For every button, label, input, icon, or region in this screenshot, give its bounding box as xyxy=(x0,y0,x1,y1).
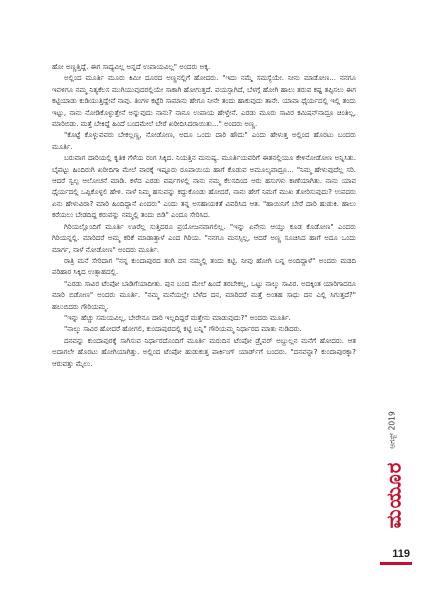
article-paragraph: ದನವನ್ನು ಕುಂದಾಪುರಕ್ಕೆ ಸಾಗಿಸುವ ನಿರ್ಧಾರದೊಂದಿಗೆ ಮೂರ್ತಿ ಮರುದಿನ ಟೆಂಪೋ ಡ್ರೈವರ್ ಅಬ್ದುಲ್ಲನ ಮನೆಗೆ ಹೋದರು. ಆತ ಅದಾಗಲೇ ಹೊರಟು ಹೋಗಿಯಾಗಿತ್ತು. ಅಲ್ಲಿಂದ ಟೆಂಪೋ ಹುಡುಕುತ್ತ ಪಾರ್ಕಿಂಗ್ ಯಾರ್ಡ್‌ಗೆ ಬಂದರು. "ದನವನ್ನಾ? ಕುಂದಾಪುರಕ್ಕಾ? ಆರುವತ್ತು ಮೈಲು. xyxy=(52,336,356,368)
article-paragraph: "ನಾಲ್ಕು ಸಾವಿರ ಹೋದರೆ ಹೋಗಲಿ, ಕುಂದಾಪುರದಲ್ಲಿ ಕಟ್ಟಿ ಬನ್ನಿ" ಗೌರಿಯಮ್ಮ ನಿರ್ಧಾರದ ಮಾತು ನುಡಿದರು. xyxy=(64,325,302,334)
article-paragraph: ಗಿರಿಯಲ್ಲೊಂದಿಗೆ ಮೂರ್ತಿ ಊರೆಲ್ಲ ಸುತ್ತಿದರೂ ಪ್ರಯೋಜನವಾಗಲಿಲ್ಲ. "ಇನ್ನು ಏನೇನು ಆಯ್ತು ಕೂಡ ಕೊಡೋಣ" ಎಂದರು ಗಿರಿಯನ್ನಲ್ಲಿ. ಮಾರಿದರೆ ಅಮ್ಮ ಕರಿಕೆ ಮಾಡಾತ್ತಾಳೆ ಎಂದ ಗಿರಿಯ. "ನನಗೂ ಮನಸ್ಸಿಲ್ಲ, ಆದರೆ ಅಣ್ಣ ಸೂಚಿಸಿದ ಹಾಗೆ ಅದೂ ಒಂದು ಮಾರ್ಗ, ನಾಳೆ ನೋಡೋಣ" ಅಂದರು ಮೂರ್ತಿ. xyxy=(52,222,356,254)
page-number: 119 xyxy=(392,548,410,560)
article-paragraph: ಅಲ್ಲಿಂದ ಮೂರ್ತಿ ಮೂರು ಕಿಮೀ ದೂರದ ಅಣ್ಣನಲ್ಲಿಗೆ ಹೋದರು. "ಇದು ನಮ್ಮೆ ಸಮಸ್ಯೆಯೇ. ನೀನು ಮಾಡೋಣ... ನನಗೂ ಇವಳಿಗೂ ನಮ್ಮ ನಿತ್ಯಕೆಲಸ ಮುಗಿಯುವುದರಲ್ಲಿಯೇ ಸಾಕಾಗಿ ಹೋಗುತ್ತದೆ. ವಯಸ್ಸಾಗಿದೆ, ಬೆಳಗ್ಗೆ ಹೋಗಿ ಹಾಲು ತರುವ ಕಷ್ಟ ತಪ್ಪಿಸಲು ಈಗ ಕಟ್ಟಿಯಾಡು ಕುಡಿಯುತ್ತಿದ್ದೇವೆ ನಾವು. ತಿಂಗಳ ಕಟ್ಟೆರಿ ಸಾಮಾನು ಹೇಗೂ ನೀನೇ ತಂದು ಹಾಕುವುದು ತಾನೇ. ಯಾವಾ ಧೈರ್ಯದಲ್ಲಿ ಇಲ್ಲಿ ತಂದು ಇಟ್ಟು, ನಾನು ನೋಡಿಕೊಳ್ಳುತ್ತೇನೆ ಅನ್ನುವುದು ನಾನು? ನಾನೂ ಉಪಾಯ ಹೇಳ್ತೇನೆ. ಎರಡು ಮೂರು ಸಾವಿರ ಕಮಿಷನ್‌ನಾದ್ರೂ ಚಿಂತಿಲ್ಲ, ಮಾರಿಬಿಡು. ಮತ್ತೆ ಬೇಕಿದ್ದೆ ಹಿಂದೆ ಬಂದಮೇಲೆ ಬೇರೆ ಖರೀದಿಸಿದರಾಯಿತು..." ಅಂದರು ಅಣ್ಣ. xyxy=(52,74,356,129)
article-paragraph: "ಎರಡು ಸಾವಿರ ಟೆಂಪೋ ಬಾಡಿಗೆಯಾದೀತು. ಪುನ ಬಂದ ಮೇಲೆ ಹಿಂದೆ ತರಬೇಕಲ್ಲ, ಒಟ್ಟು ನಾಲ್ಕು ಸಾವಿರ. ಅದಕ್ಕಿಂತ ಯಾರಿಗಾದರೂ ಮಾರಿ ಬಿಡೋಣ" ಅಂದರು ಮೂರ್ತಿ. "ನಮ್ಮ ಮನೆಯಲ್ಲೇ ಬೆಳೆದ ದನ, ಮಾರಿದರೆ ಮತ್ತೆ ಅಂತಹ ಸಾಧು ದನ ಎಲ್ಲಿ ಸಿಗುತ್ತದೆ?" ಹಲುಬಿದರು ಗೌರಿಯಮ್ಮ. xyxy=(52,279,356,311)
article-paragraph: "ಕೊಟ್ಟೆ ಕೊಳ್ಳುವವರು ಬೇಕಲ್ಲಣ್ಣ, ನೋಡೋಣ, ಅದೂ ಒಂದು ದಾರಿ ಹೌದು" ಎಂದು ಹೇಳುತ್ತ ಅಲ್ಲಿಂದ ಹೊರಟು ಬಂದರು ಮೂರ್ತಿ. xyxy=(52,131,356,151)
page-number-underline xyxy=(380,562,412,565)
article-paragraph: ಹೋ ಅಣ್ಣತ್ತಿದ್ದೆ. ಈಗ ಸಾಧ್ಯವಿಲ್ಲ ಅನ್ನದೆ ಉಪಾಯವಿಲ್ಲ" ಅಂದರು ಅಕ್ಕ. xyxy=(52,63,211,71)
magazine-logo xyxy=(378,450,408,540)
article-paragraph: ಬರುವಾಗ ದಾರಿಯಲ್ಲಿ ಕೃತಿಕ ಗೆಳೆಯ ರಂಗ ಸಿಕ್ಕಿದ. ನಿಯತ್ತಿನ ಮನುಷ್ಯ. ಮೂರ್ತಿಯವರಿಗೆ ಈತನಲ್ಲಿಯೂ ಕೇಳಿನೋಡೋಣ ಅನ್ನಿಸಿತು. ಬೈಪಟ್ಟು ಹಿಂದಿರುಗಿ ಖರೀದಿಗಾ ಮೇಲೆ ವಾರಕ್ಕೆ ಇಷ್ಟೂರು ರೂಪಾಯಿಯ ಹಾಗೆ ಕೊಡುವ ಅಮೂಲ್ಯವಾದ್ರೂ... "ನಿಮ್ಮ ಹೇಳುವುದೆಲ್ಲ ಸರಿ. ಆದರೆ ಸ್ವಲ್ಪ ಆಲೋಚನೆ ಮಾಡಿ. ಕಳೆದ ಎರಡು ವರ್ಷಗಳಲ್ಲಿ ನಾನು ನಮ್ಮ ಕೆಲಸದಿಂದ ಆರು ಹಸುಗಳು ಕಾಣೆಯಾಗಿತು. ನಾನು ಯಾವ ಧೈರ್ಯದಲ್ಲಿ ಒಪ್ಪಿಕೊಳ್ಳಲಿ ಹೇಳಿ. ನಾಳೆ ನಿಮ್ಮ ಹಸುವನ್ನು ಕದ್ದುಕೊಂಡು ಹೋದರೆ, ನಾನು ಹೇಗೆ ನಿಮಗೆ ಮುಖ ತೋರಿಸುವುದು? ಉಪದರು ಏನು ಹೇಳುವಿರಾ? ಮಾರಿ ಹಿಂದಿದ್ದಾನೆ ಏಂದರು" ಎಂದು ತನ್ನ ಅಸಹಾಯಕತೆ ವಿವರಿಸಿದ ಆತ. "ಹಾಯಿನಿಗೆ ಬೇರೆ ದಾರಿ ಹುಡುಕಿ. ಹಾಲು ಕರೆಯಲು ಬೇಡದಿದ್ದ ಕರುವನ್ನು ನಮ್ಮಲ್ಲಿ ತಂದು ಬಿಡಿ" ಎಂದೂ ಸೇರಿಸಿದ. xyxy=(52,154,356,220)
article-body xyxy=(52,62,356,370)
magazine-name: ಮಯೂರ xyxy=(381,461,405,529)
article-paragraph: "ಇನ್ನು ಹೆಚ್ಚು ಸಮಯವಿಲ್ಲ, ಬೇರೇನೂ ದಾರಿ ಇಲ್ಲದಿದ್ದರೆ ಮತ್ತೇನು ಮಾಡುವುದು?" ಅಂದರು ಮೂರ್ತಿ. xyxy=(64,313,291,322)
issue-date-text: ಆಗಸ್ಟ್ 2019 xyxy=(388,411,397,449)
article-paragraph: ರಾತ್ರಿ ಮನೆ ಸೇರಿದಾಗ "ನನ್ನ ಕುಂದಾಪುರದ ತಂಗಿ ದನ ನಮ್ಮಲ್ಲಿ ತಂದು ಕಟ್ಟಿ. ನೀವು ಹೋಗಿ ಬನ್ನ ಅಂದಿದ್ದಾಳೆ" ಅಂದರು ಮಡದಿ ಪರಿಹಾರ ಸಿಕ್ಕಿದ ಉತ್ಸಾಹದಲ್ಲಿ. xyxy=(52,256,356,277)
